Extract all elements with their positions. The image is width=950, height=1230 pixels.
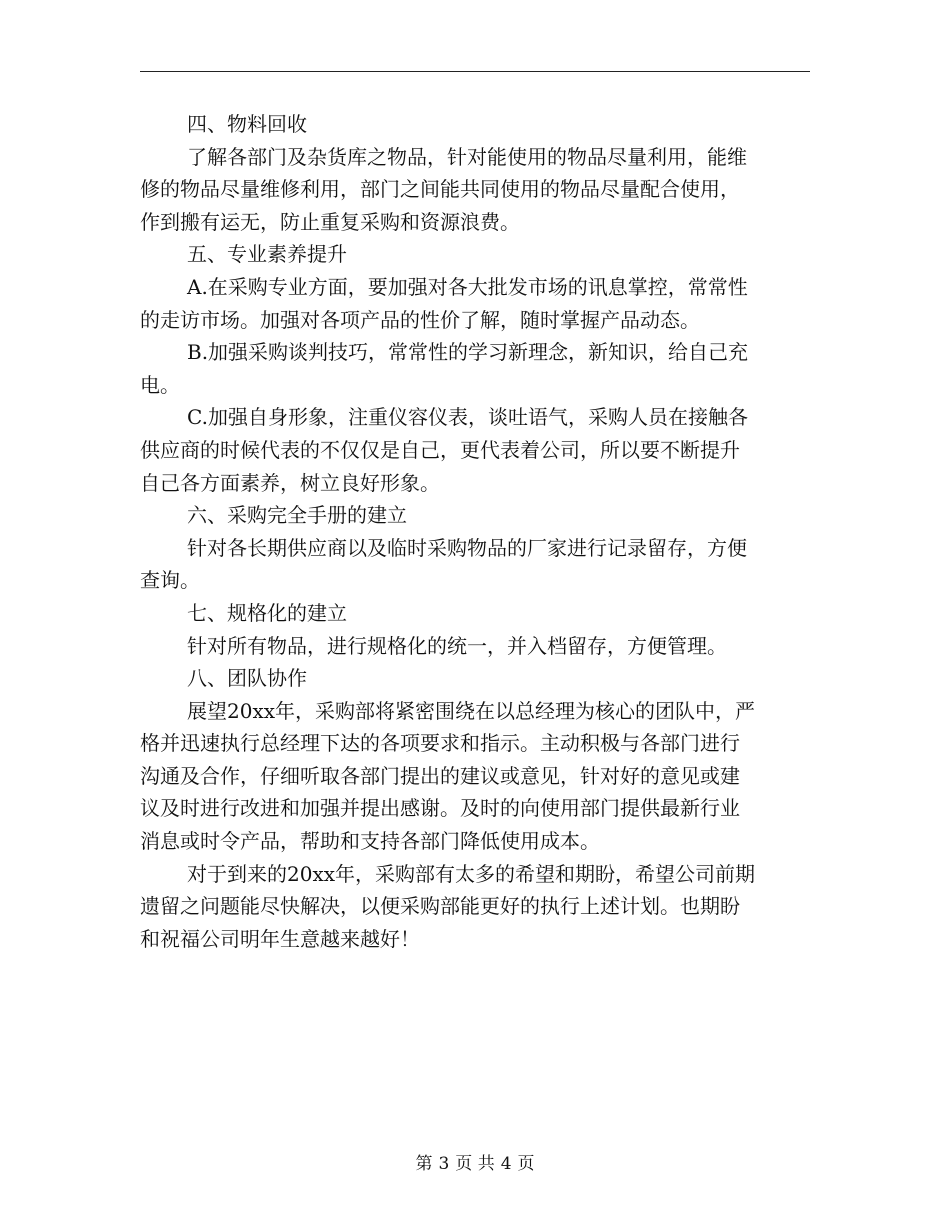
footer-suffix: 页 bbox=[517, 1154, 535, 1174]
text-line: 查询。 bbox=[140, 568, 200, 593]
text-line: 作到搬有运无，防止重复采购和资源浪费。 bbox=[140, 209, 520, 234]
text-line: 沟通及合作，仔细听取各部门提出的建议或意见，针对好的意见或建 bbox=[140, 763, 740, 788]
text-line: 电。 bbox=[140, 372, 180, 397]
total-pages-number: 4 bbox=[500, 1154, 512, 1174]
text-line: 了解各部门及杂货库之物品，针对能使用的物品尽量利用，能维 bbox=[187, 144, 747, 169]
text-line: 对于到来的20xx年，采购部有太多的希望和期盼，希望公司前期 bbox=[187, 861, 756, 886]
text-line: 八、团队协作 bbox=[187, 666, 307, 691]
text-line: 格并迅速执行总经理下达的各项要求和指示。主动积极与各部门进行 bbox=[140, 731, 740, 756]
current-page-number: 3 bbox=[438, 1154, 450, 1174]
text-line: 修的物品尽量维修利用，部门之间能共同使用的物品尽量配合使用， bbox=[140, 177, 740, 202]
document-body bbox=[140, 108, 810, 955]
text-line: 遗留之问题能尽快解决，以便采购部能更好的执行上述计划。也期盼 bbox=[140, 894, 740, 919]
page-footer bbox=[0, 1153, 950, 1175]
text-line: B.加强采购谈判技巧，常常性的学习新理念，新知识，给自己充 bbox=[187, 340, 749, 365]
text-line: 供应商的时候代表的不仅仅是自己，更代表着公司，所以要不断提升 bbox=[140, 437, 740, 462]
footer-mid: 页 共 bbox=[455, 1154, 495, 1174]
text-line: 消息或时令产品，帮助和支持各部门降低使用成本。 bbox=[140, 829, 600, 854]
text-line: A.在采购专业方面，要加强对各大批发市场的讯息掌控，常常性 bbox=[187, 274, 748, 299]
text-line: 和祝福公司明年生意越来越好！ bbox=[140, 926, 420, 951]
text-line: 自己各方面素养，树立良好形象。 bbox=[140, 470, 440, 495]
header-rule bbox=[140, 71, 810, 72]
text-line: 展望20xx年，采购部将紧密围绕在以总经理为核心的团队中，严 bbox=[187, 698, 756, 723]
text-line: 针对各长期供应商以及临时采购物品的厂家进行记录留存，方便 bbox=[187, 535, 747, 560]
text-line: 六、采购完全手册的建立 bbox=[187, 503, 407, 528]
text-line: 议及时进行改进和加强并提出感谢。及时的向使用部门提供最新行业 bbox=[140, 796, 740, 821]
text-line: 的走访市场。加强对各项产品的性价了解，随时掌握产品动态。 bbox=[140, 307, 700, 332]
text-line: 五、专业素养提升 bbox=[187, 242, 347, 267]
text-line: 七、规格化的建立 bbox=[187, 600, 347, 625]
footer-prefix: 第 bbox=[415, 1154, 433, 1174]
text-line: 针对所有物品，进行规格化的统一，并入档留存，方便管理。 bbox=[187, 633, 727, 658]
text-line: C.加强自身形象，注重仪容仪表，谈吐语气，采购人员在接触各 bbox=[187, 405, 748, 430]
text-line: 四、物料回收 bbox=[187, 112, 307, 136]
